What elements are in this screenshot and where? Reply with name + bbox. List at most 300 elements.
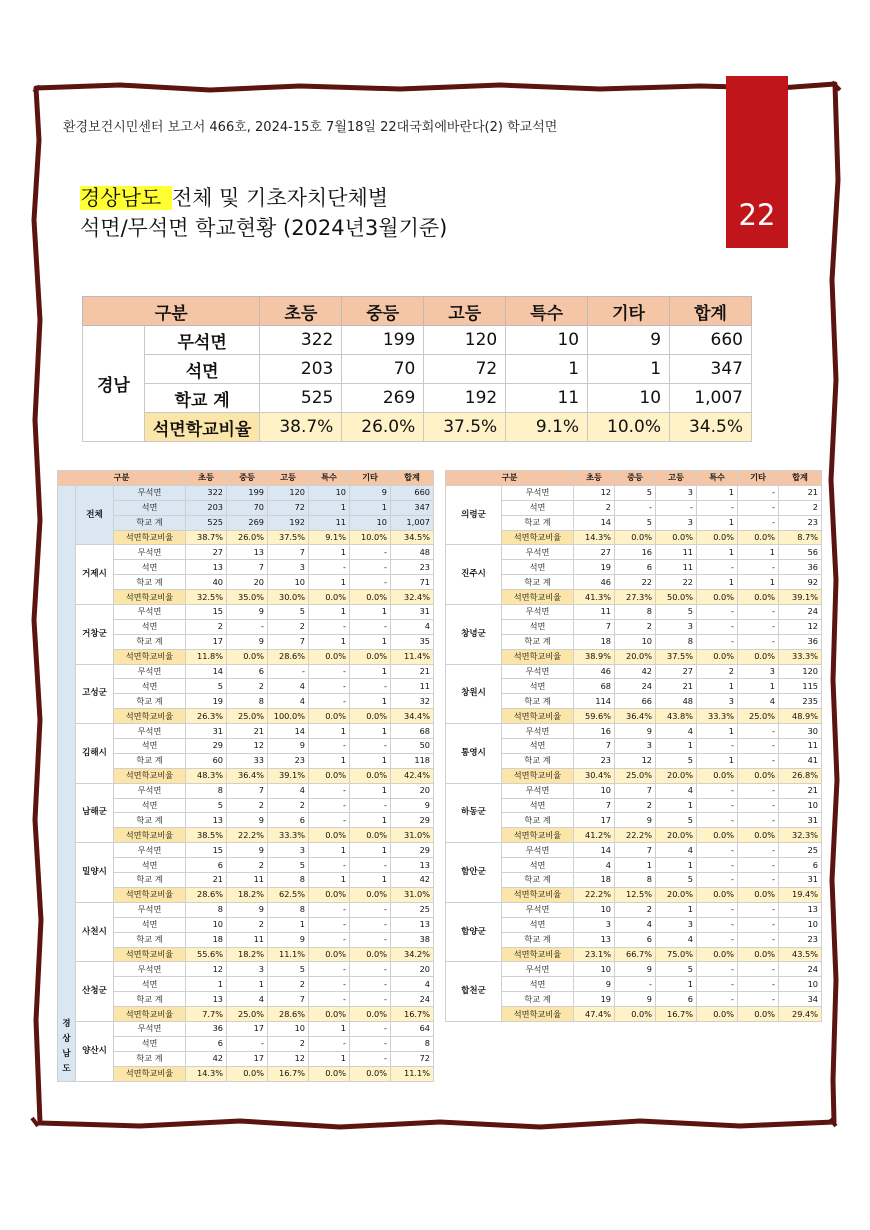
- detail-value-cell: 18: [186, 932, 227, 947]
- detail-value-cell: 120: [268, 485, 309, 500]
- detail-value-cell: 25.0%: [227, 1007, 268, 1022]
- detail-row-label: 석면학교비율: [114, 947, 186, 962]
- detail-value-cell: 0.0%: [615, 1007, 656, 1022]
- detail-value-cell: 9: [615, 813, 656, 828]
- detail-value-cell: 8: [615, 605, 656, 620]
- detail-value-cell: -: [738, 917, 779, 932]
- region-name-cell: 거창군: [76, 605, 114, 665]
- detail-row-label: 석면학교비율: [502, 768, 574, 783]
- detail-header-cell: 기타: [350, 471, 391, 486]
- detail-row-label: 무석면: [502, 843, 574, 858]
- detail-value-cell: 1: [656, 858, 697, 873]
- detail-value-cell: 14: [574, 843, 615, 858]
- detail-value-cell: 4: [268, 679, 309, 694]
- detail-value-cell: 5: [268, 605, 309, 620]
- summary-header-cell: 초등: [260, 297, 342, 326]
- detail-value-cell: 0.0%: [738, 768, 779, 783]
- detail-value-cell: -: [309, 694, 350, 709]
- detail-row: [446, 649, 822, 664]
- detail-value-cell: 4: [574, 858, 615, 873]
- detail-value-cell: 48: [391, 545, 434, 560]
- detail-value-cell: 0.0%: [309, 590, 350, 605]
- detail-row-label: 석면: [502, 560, 574, 575]
- detail-value-cell: -: [738, 783, 779, 798]
- detail-value-cell: 9: [615, 724, 656, 739]
- detail-value-cell: 23: [574, 753, 615, 768]
- summary-value-cell: 660: [670, 326, 752, 355]
- detail-value-cell: 21: [779, 485, 822, 500]
- detail-value-cell: -: [697, 500, 738, 515]
- detail-value-cell: 0.0%: [615, 530, 656, 545]
- detail-value-cell: 20: [227, 575, 268, 590]
- detail-row-label: 석면학교비율: [502, 828, 574, 843]
- detail-value-cell: 38.5%: [186, 828, 227, 843]
- detail-value-cell: 6: [779, 858, 822, 873]
- detail-value-cell: 34.4%: [391, 709, 434, 724]
- detail-value-cell: 9: [268, 932, 309, 947]
- region-name-cell: 거제시: [76, 545, 114, 605]
- detail-value-cell: -: [697, 813, 738, 828]
- detail-value-cell: 18: [574, 873, 615, 888]
- detail-value-cell: 525: [186, 515, 227, 530]
- detail-row-label: 학교 계: [502, 515, 574, 530]
- detail-value-cell: -: [656, 500, 697, 515]
- detail-value-cell: 42: [615, 664, 656, 679]
- detail-value-cell: -: [738, 858, 779, 873]
- detail-row-label: 학교 계: [114, 932, 186, 947]
- detail-value-cell: 14: [268, 724, 309, 739]
- detail-value-cell: 1: [738, 545, 779, 560]
- detail-value-cell: 66: [615, 694, 656, 709]
- region-name-cell: 창녕군: [446, 605, 502, 665]
- detail-row: [58, 962, 434, 977]
- detail-row-label: 학교 계: [502, 694, 574, 709]
- detail-row-label: 학교 계: [114, 634, 186, 649]
- detail-value-cell: 34.5%: [391, 530, 434, 545]
- detail-value-cell: 0.0%: [697, 590, 738, 605]
- detail-row: [446, 798, 822, 813]
- detail-value-cell: 7.7%: [186, 1007, 227, 1022]
- page-subtitle: 석면/무석면 학교현황 (2024년3월기준): [80, 216, 448, 240]
- detail-value-cell: -: [350, 917, 391, 932]
- summary-value-cell: 1: [506, 355, 588, 384]
- detail-value-cell: 23.1%: [574, 947, 615, 962]
- detail-value-cell: 4: [227, 992, 268, 1007]
- detail-value-cell: 31.0%: [391, 828, 434, 843]
- detail-value-cell: -: [738, 634, 779, 649]
- detail-value-cell: 6: [268, 813, 309, 828]
- detail-row-label: 석면학교비율: [502, 947, 574, 962]
- detail-row-label: 석면학교비율: [114, 1066, 186, 1081]
- detail-value-cell: 1: [615, 858, 656, 873]
- summary-value-cell: 26.0%: [342, 413, 424, 442]
- detail-value-cell: 7: [227, 560, 268, 575]
- detail-value-cell: 20.0%: [656, 768, 697, 783]
- detail-value-cell: 36.4%: [615, 709, 656, 724]
- detail-row: [58, 694, 434, 709]
- detail-value-cell: 8: [268, 902, 309, 917]
- detail-value-cell: 38.9%: [574, 649, 615, 664]
- detail-value-cell: 1: [738, 679, 779, 694]
- detail-value-cell: 4: [268, 694, 309, 709]
- detail-value-cell: 39.1%: [268, 768, 309, 783]
- detail-row: [58, 917, 434, 932]
- detail-row-label: 석면: [502, 739, 574, 754]
- detail-value-cell: -: [350, 798, 391, 813]
- detail-value-cell: 29.4%: [779, 1007, 822, 1022]
- detail-value-cell: -: [697, 783, 738, 798]
- detail-value-cell: 31.0%: [391, 887, 434, 902]
- summary-value-cell: 72: [424, 355, 506, 384]
- detail-value-cell: 27: [186, 545, 227, 560]
- detail-row: [58, 873, 434, 888]
- detail-header-cell: 기타: [738, 471, 779, 486]
- detail-row-label: 석면: [114, 917, 186, 932]
- detail-row: [446, 560, 822, 575]
- detail-value-cell: 199: [227, 485, 268, 500]
- detail-row: [58, 1036, 434, 1051]
- detail-value-cell: 11.1%: [391, 1066, 434, 1081]
- detail-value-cell: 30: [779, 724, 822, 739]
- detail-value-cell: 0.0%: [350, 709, 391, 724]
- detail-value-cell: 50: [391, 739, 434, 754]
- detail-value-cell: 41.2%: [574, 828, 615, 843]
- detail-value-cell: 21: [656, 679, 697, 694]
- detail-value-cell: 14.3%: [186, 1066, 227, 1081]
- detail-value-cell: 10: [350, 515, 391, 530]
- detail-value-cell: -: [309, 739, 350, 754]
- detail-value-cell: 1: [656, 902, 697, 917]
- detail-row-label: 학교 계: [114, 873, 186, 888]
- detail-value-cell: 2: [779, 500, 822, 515]
- title-highlight: 경상남도: [80, 186, 172, 210]
- detail-value-cell: 12: [779, 619, 822, 634]
- detail-value-cell: 37.5%: [268, 530, 309, 545]
- detail-value-cell: -: [738, 992, 779, 1007]
- detail-value-cell: 9: [350, 485, 391, 500]
- detail-value-cell: 4: [615, 917, 656, 932]
- detail-row-label: 석면: [114, 1036, 186, 1051]
- summary-value-cell: 525: [260, 384, 342, 413]
- summary-value-cell: 34.5%: [670, 413, 752, 442]
- detail-row: [58, 858, 434, 873]
- detail-value-cell: -: [309, 798, 350, 813]
- detail-row-label: 석면: [114, 798, 186, 813]
- detail-value-cell: 41: [779, 753, 822, 768]
- detail-value-cell: 23: [779, 932, 822, 947]
- summary-value-cell: 269: [342, 384, 424, 413]
- detail-header-row: [446, 471, 822, 486]
- detail-value-cell: 7: [268, 992, 309, 1007]
- detail-value-cell: -: [738, 962, 779, 977]
- detail-value-cell: 1: [656, 977, 697, 992]
- detail-value-cell: 30.0%: [268, 590, 309, 605]
- detail-value-cell: 9: [615, 992, 656, 1007]
- detail-row-label: 학교 계: [502, 575, 574, 590]
- detail-value-cell: 13: [391, 917, 434, 932]
- detail-value-cell: 10: [779, 917, 822, 932]
- detail-value-cell: 17: [574, 813, 615, 828]
- region-name-cell: 합천군: [446, 962, 502, 1022]
- detail-value-cell: -: [268, 664, 309, 679]
- detail-value-cell: 6: [186, 858, 227, 873]
- detail-value-cell: 9: [268, 739, 309, 754]
- detail-row: [446, 873, 822, 888]
- detail-value-cell: 33.3%: [697, 709, 738, 724]
- detail-value-cell: 1: [309, 873, 350, 888]
- detail-value-cell: 0.0%: [309, 947, 350, 962]
- detail-row: [58, 843, 434, 858]
- detail-value-cell: 2: [615, 798, 656, 813]
- detail-row: [446, 902, 822, 917]
- detail-row: [446, 590, 822, 605]
- detail-value-cell: -: [309, 619, 350, 634]
- detail-value-cell: -: [615, 977, 656, 992]
- detail-row: [446, 515, 822, 530]
- detail-row: [446, 753, 822, 768]
- detail-value-cell: -: [738, 515, 779, 530]
- detail-value-cell: -: [697, 605, 738, 620]
- detail-value-cell: -: [350, 932, 391, 947]
- detail-row-label: 무석면: [114, 605, 186, 620]
- detail-row-label: 학교 계: [502, 932, 574, 947]
- detail-row-label: 석면학교비율: [114, 1007, 186, 1022]
- detail-value-cell: 31: [779, 813, 822, 828]
- detail-value-cell: 11: [656, 545, 697, 560]
- detail-value-cell: -: [350, 560, 391, 575]
- province-char: 도: [62, 1063, 71, 1074]
- detail-value-cell: 11: [227, 932, 268, 947]
- detail-row: [58, 515, 434, 530]
- detail-value-cell: 10: [574, 902, 615, 917]
- detail-value-cell: -: [697, 560, 738, 575]
- detail-value-cell: 34.2%: [391, 947, 434, 962]
- detail-value-cell: 36: [186, 1021, 227, 1036]
- detail-row: [446, 739, 822, 754]
- detail-value-cell: -: [350, 858, 391, 873]
- summary-row-label: 무석면: [144, 326, 260, 355]
- detail-value-cell: 0.0%: [697, 887, 738, 902]
- detail-row: [58, 485, 434, 500]
- detail-value-cell: 17: [227, 1021, 268, 1036]
- detail-value-cell: 72: [391, 1051, 434, 1066]
- detail-value-cell: 18.2%: [227, 887, 268, 902]
- detail-value-cell: 1: [697, 545, 738, 560]
- detail-row-label: 무석면: [502, 664, 574, 679]
- detail-value-cell: 14.3%: [574, 530, 615, 545]
- detail-row-label: 석면학교비율: [114, 709, 186, 724]
- detail-value-cell: 1: [186, 977, 227, 992]
- region-name-cell: 사천시: [76, 902, 114, 962]
- detail-row-label: 학교 계: [502, 634, 574, 649]
- summary-row-label: 석면: [144, 355, 260, 384]
- detail-value-cell: 31: [186, 724, 227, 739]
- summary-value-cell: 9.1%: [506, 413, 588, 442]
- detail-value-cell: 50.0%: [656, 590, 697, 605]
- detail-value-cell: 11: [656, 560, 697, 575]
- detail-value-cell: 48: [656, 694, 697, 709]
- detail-value-cell: -: [309, 858, 350, 873]
- detail-value-cell: 25.0%: [615, 768, 656, 783]
- detail-row: [446, 575, 822, 590]
- detail-value-cell: 1: [309, 575, 350, 590]
- detail-row: [58, 902, 434, 917]
- detail-row-label: 석면: [502, 917, 574, 932]
- detail-row-label: 학교 계: [114, 1051, 186, 1066]
- detail-value-cell: 0.0%: [350, 649, 391, 664]
- detail-value-cell: -: [350, 977, 391, 992]
- detail-value-cell: 8: [615, 873, 656, 888]
- detail-value-cell: 33: [227, 753, 268, 768]
- detail-value-cell: 7: [268, 634, 309, 649]
- region-name-cell: 함양군: [446, 902, 502, 962]
- detail-value-cell: 3: [738, 664, 779, 679]
- detail-value-cell: 2: [227, 917, 268, 932]
- detail-value-cell: 38: [391, 932, 434, 947]
- detail-row-label: 석면: [114, 500, 186, 515]
- detail-value-cell: 1: [697, 485, 738, 500]
- detail-row-label: 석면: [502, 679, 574, 694]
- title-rest: 전체 및 기초자치단체별: [171, 186, 389, 210]
- detail-row-label: 무석면: [114, 485, 186, 500]
- detail-value-cell: 0.0%: [738, 1007, 779, 1022]
- detail-value-cell: 31: [391, 605, 434, 620]
- detail-value-cell: 11: [574, 605, 615, 620]
- detail-header-cell: 중등: [227, 471, 268, 486]
- detail-value-cell: 12: [186, 962, 227, 977]
- detail-value-cell: 12: [615, 753, 656, 768]
- detail-value-cell: 0.0%: [738, 887, 779, 902]
- detail-value-cell: 21: [779, 783, 822, 798]
- detail-value-cell: 66.7%: [615, 947, 656, 962]
- detail-value-cell: 7: [268, 545, 309, 560]
- detail-value-cell: 1: [309, 1051, 350, 1066]
- detail-value-cell: 5: [186, 679, 227, 694]
- detail-value-cell: 3: [656, 619, 697, 634]
- detail-value-cell: 3: [656, 485, 697, 500]
- detail-value-cell: 12: [227, 739, 268, 754]
- region-name-cell: 하동군: [446, 783, 502, 843]
- detail-value-cell: 36.4%: [227, 768, 268, 783]
- detail-value-cell: -: [697, 917, 738, 932]
- detail-row: [58, 575, 434, 590]
- detail-value-cell: 2: [268, 977, 309, 992]
- detail-value-cell: -: [738, 753, 779, 768]
- detail-value-cell: 48.3%: [186, 768, 227, 783]
- detail-value-cell: 0.0%: [350, 887, 391, 902]
- detail-row-label: 무석면: [502, 485, 574, 500]
- detail-value-cell: 29: [186, 739, 227, 754]
- detail-value-cell: 5: [656, 753, 697, 768]
- detail-value-cell: 1: [268, 917, 309, 932]
- detail-value-cell: 10: [574, 783, 615, 798]
- detail-value-cell: 22: [656, 575, 697, 590]
- detail-value-cell: 114: [574, 694, 615, 709]
- detail-value-cell: 2: [615, 902, 656, 917]
- detail-row-label: 석면: [502, 977, 574, 992]
- detail-value-cell: 2: [574, 500, 615, 515]
- detail-value-cell: 1: [656, 798, 697, 813]
- detail-header-cell: 합계: [391, 471, 434, 486]
- detail-value-cell: 32.4%: [391, 590, 434, 605]
- detail-value-cell: 4: [656, 932, 697, 947]
- detail-value-cell: -: [738, 798, 779, 813]
- detail-value-cell: 9.1%: [309, 530, 350, 545]
- detail-value-cell: -: [309, 917, 350, 932]
- detail-row-label: 무석면: [114, 1021, 186, 1036]
- detail-value-cell: -: [738, 977, 779, 992]
- detail-value-cell: 22.2%: [615, 828, 656, 843]
- detail-row: [446, 843, 822, 858]
- detail-value-cell: 13: [186, 992, 227, 1007]
- detail-row: [58, 798, 434, 813]
- detail-value-cell: 20.0%: [656, 828, 697, 843]
- detail-value-cell: 4: [656, 783, 697, 798]
- detail-row: [446, 917, 822, 932]
- detail-row-label: 석면: [114, 619, 186, 634]
- detail-value-cell: 21: [391, 664, 434, 679]
- region-name-cell: 창원시: [446, 664, 502, 724]
- detail-value-cell: -: [738, 485, 779, 500]
- detail-row-label: 석면: [502, 500, 574, 515]
- detail-row-label: 석면학교비율: [114, 768, 186, 783]
- detail-row-label: 석면학교비율: [502, 649, 574, 664]
- detail-value-cell: 68: [391, 724, 434, 739]
- detail-value-cell: 16.7%: [391, 1007, 434, 1022]
- page-title: [80, 182, 388, 212]
- detail-value-cell: 36: [779, 560, 822, 575]
- detail-value-cell: 0.0%: [227, 649, 268, 664]
- detail-value-cell: -: [350, 992, 391, 1007]
- detail-row-label: 무석면: [502, 545, 574, 560]
- summary-value-cell: 199: [342, 326, 424, 355]
- summary-header-cell: 합계: [670, 297, 752, 326]
- detail-value-cell: 39.1%: [779, 590, 822, 605]
- detail-value-cell: 70: [227, 500, 268, 515]
- summary-value-cell: 322: [260, 326, 342, 355]
- summary-header-cell: 구분: [83, 297, 260, 326]
- detail-value-cell: 27.3%: [615, 590, 656, 605]
- detail-value-cell: 2: [268, 1036, 309, 1051]
- summary-value-cell: 10.0%: [588, 413, 670, 442]
- detail-row: [58, 783, 434, 798]
- detail-value-cell: -: [309, 813, 350, 828]
- page-number-tab: [726, 76, 788, 248]
- detail-value-cell: 0.0%: [350, 947, 391, 962]
- detail-header-cell: 구분: [446, 471, 574, 486]
- detail-value-cell: 118: [391, 753, 434, 768]
- detail-row-label: 학교 계: [502, 753, 574, 768]
- detail-value-cell: 2: [227, 858, 268, 873]
- detail-row: [58, 887, 434, 902]
- detail-value-cell: -: [697, 858, 738, 873]
- detail-value-cell: 192: [268, 515, 309, 530]
- detail-value-cell: 1: [697, 515, 738, 530]
- detail-value-cell: 0.0%: [738, 947, 779, 962]
- detail-value-cell: 3: [656, 917, 697, 932]
- detail-row-label: 석면: [114, 679, 186, 694]
- detail-value-cell: 19: [574, 560, 615, 575]
- detail-row: [58, 605, 434, 620]
- detail-value-cell: 25.0%: [227, 709, 268, 724]
- detail-value-cell: 11: [391, 679, 434, 694]
- detail-value-cell: 10: [574, 962, 615, 977]
- detail-value-cell: -: [350, 739, 391, 754]
- detail-value-cell: 12: [574, 485, 615, 500]
- detail-value-cell: 1: [350, 694, 391, 709]
- detail-value-cell: 1: [309, 1021, 350, 1036]
- detail-value-cell: 269: [227, 515, 268, 530]
